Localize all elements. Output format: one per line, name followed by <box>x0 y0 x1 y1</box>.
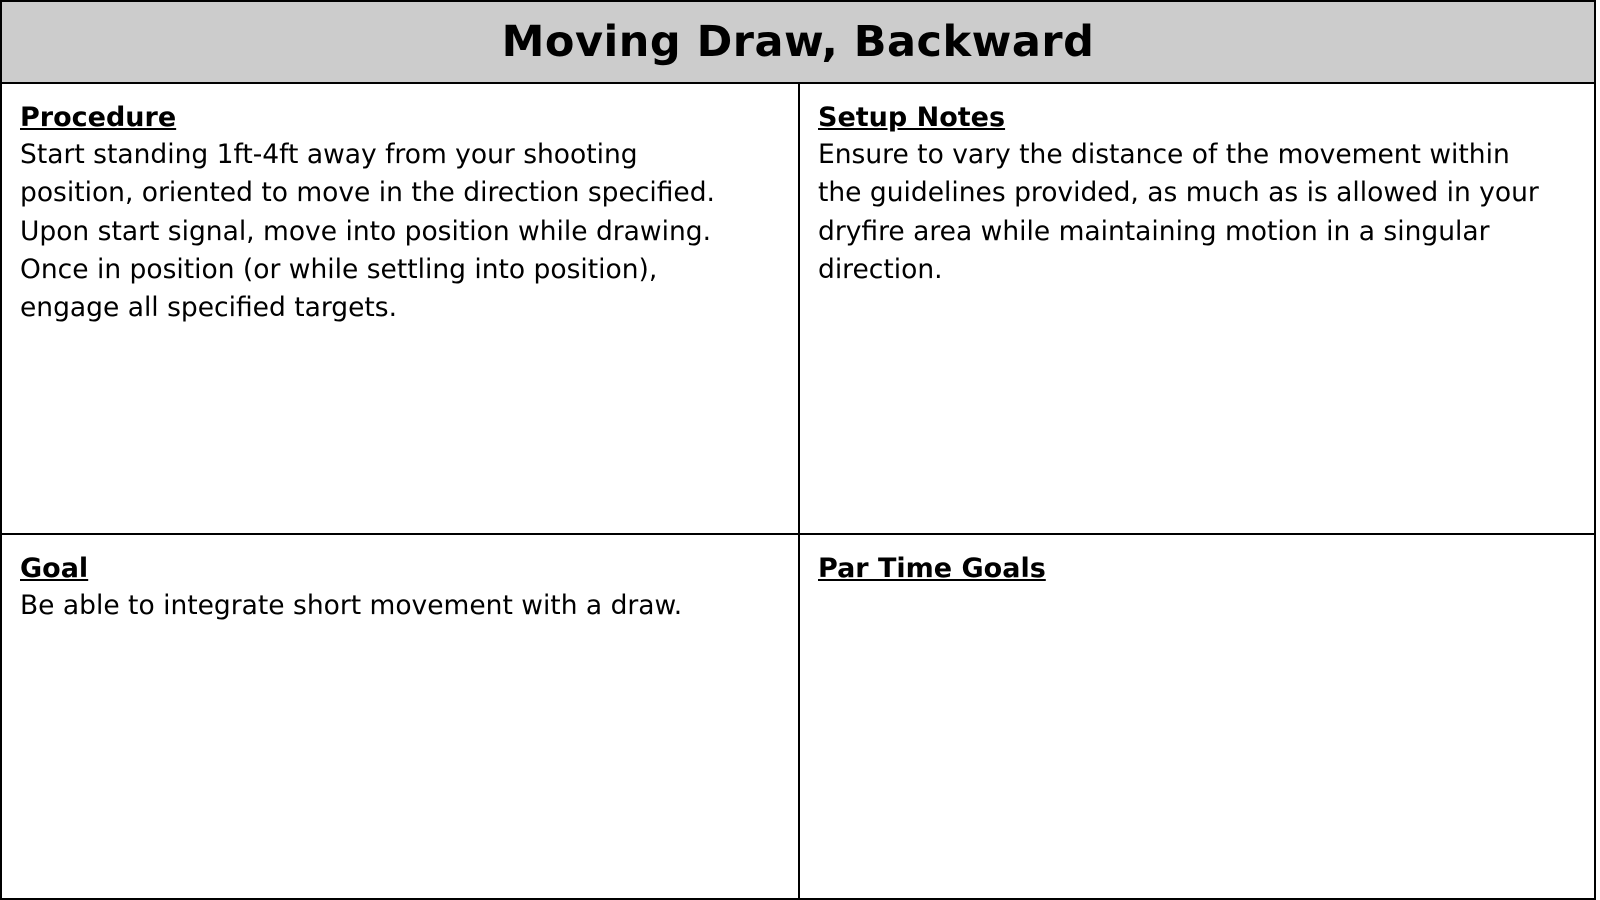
setup-notes-line: the guidelines provided, as much as is allowed in your <box>818 177 1539 209</box>
drill-title: Moving Draw, Backward <box>501 17 1095 67</box>
procedure-heading: Procedure <box>20 102 177 133</box>
procedure-line: Once in position (or while settling into position), <box>20 253 658 285</box>
goal-heading: Goal <box>20 553 89 584</box>
setup-notes-line: dryfire area while maintaining motion in a singular <box>818 215 1490 247</box>
title-bar <box>2 2 1594 84</box>
procedure-section <box>2 84 800 535</box>
setup-notes-line: Ensure to vary the distance of the movement within <box>818 139 1510 170</box>
setup-notes-line: direction. <box>818 253 943 285</box>
procedure-line: Upon start signal, move into position while drawing. <box>20 215 711 247</box>
setup-notes-heading: Setup Notes <box>818 102 1006 133</box>
setup-notes-section <box>800 84 1594 535</box>
goal-section <box>2 535 800 898</box>
goal-line: Be able to integrate short movement with a draw. <box>20 590 683 621</box>
par-time-goals-section <box>800 535 1594 898</box>
procedure-line: position, oriented to move in the direction specified. <box>20 177 715 209</box>
procedure-line: engage all specified targets. <box>20 292 398 324</box>
procedure-line: Start standing 1ft-4ft away from your shooting <box>20 139 638 170</box>
par-time-goals-heading: Par Time Goals <box>818 553 1046 584</box>
section-grid <box>2 84 1594 898</box>
